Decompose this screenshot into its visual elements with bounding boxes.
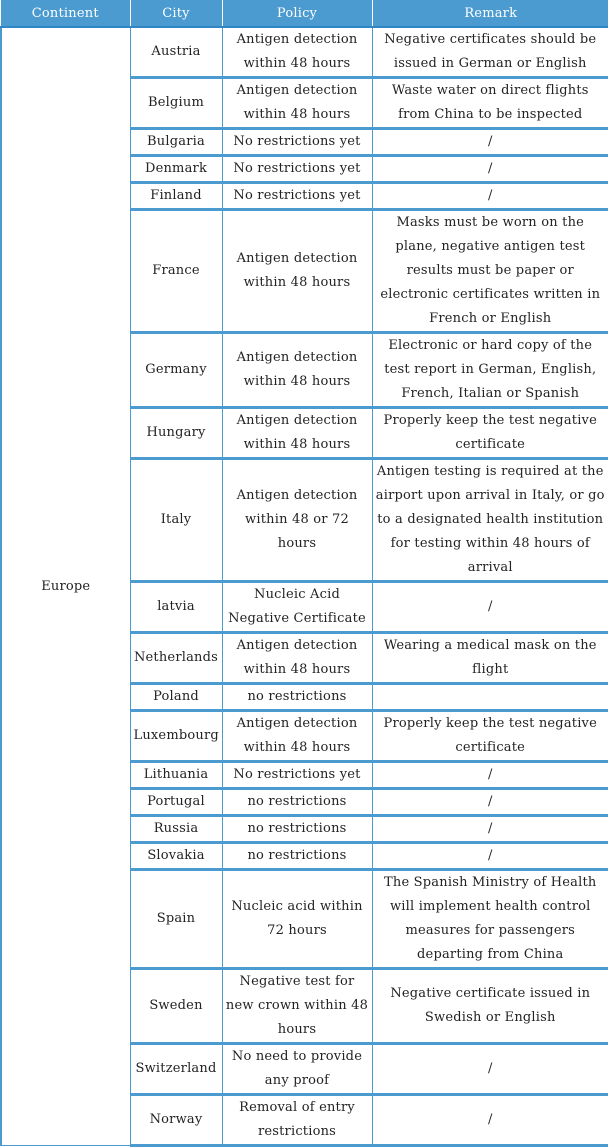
remark-cell: / (372, 789, 608, 816)
remark-cell: Antigen testing is required at the airport upon arrival in Italy, or go to a designated health institution for testing within 48 hours of arrival (372, 459, 608, 582)
city-cell: Hungary (130, 408, 222, 459)
header-continent: Continent (1, 0, 130, 27)
city-cell: Italy (130, 459, 222, 582)
remark-cell: / (372, 582, 608, 633)
city-cell: Finland (130, 183, 222, 210)
policy-cell: no restrictions (222, 816, 372, 843)
remark-cell: Masks must be worn on the plane, negative antigen test results must be paper or electronic certificates written in French or English (372, 210, 608, 333)
remark-cell: Properly keep the test negative certificate (372, 408, 608, 459)
table-row (1, 27, 608, 78)
policy-cell: Antigen detection within 48 hours (222, 78, 372, 129)
policy-cell: No restrictions yet (222, 762, 372, 789)
remark-cell: / (372, 156, 608, 183)
policy-cell: Antigen detection within 48 hours (222, 333, 372, 408)
policy-cell: no restrictions (222, 843, 372, 870)
table-body (1, 27, 608, 1146)
remark-cell: The Spanish Ministry of Health will implement health control measures for passengers departing from China (372, 870, 608, 969)
city-cell: Russia (130, 816, 222, 843)
city-cell: Spain (130, 870, 222, 969)
header-remark: Remark (372, 0, 608, 27)
city-cell: Switzerland (130, 1044, 222, 1095)
remark-cell: Waste water on direct flights from China to be inspected (372, 78, 608, 129)
policy-cell: Antigen detection within 48 hours (222, 408, 372, 459)
policy-cell: Antigen detection within 48 or 72 hours (222, 459, 372, 582)
city-cell: Slovakia (130, 843, 222, 870)
table-header (1, 0, 608, 27)
city-cell: Poland (130, 684, 222, 711)
remark-cell: Wearing a medical mask on the flight (372, 633, 608, 684)
remark-cell: / (372, 129, 608, 156)
remark-cell: / (372, 843, 608, 870)
policy-cell: Nucleic Acid Negative Certificate (222, 582, 372, 633)
policy-cell: No restrictions yet (222, 156, 372, 183)
city-cell: Bulgaria (130, 129, 222, 156)
policy-cell: No need to provide any proof (222, 1044, 372, 1095)
policy-cell: Antigen detection within 48 hours (222, 27, 372, 78)
city-cell: Denmark (130, 156, 222, 183)
remark-cell: / (372, 762, 608, 789)
policy-cell: Negative test for new crown within 48 hours (222, 969, 372, 1044)
city-cell: Portugal (130, 789, 222, 816)
city-cell: Luxembourg (130, 711, 222, 762)
policy-cell: no restrictions (222, 789, 372, 816)
remark-cell: / (372, 816, 608, 843)
city-cell: Netherlands (130, 633, 222, 684)
policy-cell: no restrictions (222, 684, 372, 711)
city-cell: Belgium (130, 78, 222, 129)
city-cell: Germany (130, 333, 222, 408)
policy-cell: Nucleic acid within 72 hours (222, 870, 372, 969)
policy-cell: Antigen detection within 48 hours (222, 210, 372, 333)
header-policy: Policy (222, 0, 372, 27)
city-cell: Lithuania (130, 762, 222, 789)
policy-cell: No restrictions yet (222, 183, 372, 210)
city-cell: latvia (130, 582, 222, 633)
header-city: City (130, 0, 222, 27)
city-cell: Norway (130, 1095, 222, 1146)
city-cell: France (130, 210, 222, 333)
remark-cell (372, 684, 608, 711)
remark-cell: Negative certificates should be issued in German or English (372, 27, 608, 78)
policy-cell: No restrictions yet (222, 129, 372, 156)
city-cell: Sweden (130, 969, 222, 1044)
policy-cell: Antigen detection within 48 hours (222, 711, 372, 762)
remark-cell: Properly keep the test negative certificate (372, 711, 608, 762)
remark-cell: Negative certificate issued in Swedish or English (372, 969, 608, 1044)
remark-cell: / (372, 1095, 608, 1146)
remark-cell: Electronic or hard copy of the test report in German, English, French, Italian or Spanish (372, 333, 608, 408)
city-cell: Austria (130, 27, 222, 78)
remark-cell: / (372, 1044, 608, 1095)
policy-cell: Antigen detection within 48 hours (222, 633, 372, 684)
header-row (1, 0, 608, 27)
remark-cell: / (372, 183, 608, 210)
continent-cell: Europe (1, 27, 130, 1146)
policy-cell: Removal of entry restrictions (222, 1095, 372, 1146)
